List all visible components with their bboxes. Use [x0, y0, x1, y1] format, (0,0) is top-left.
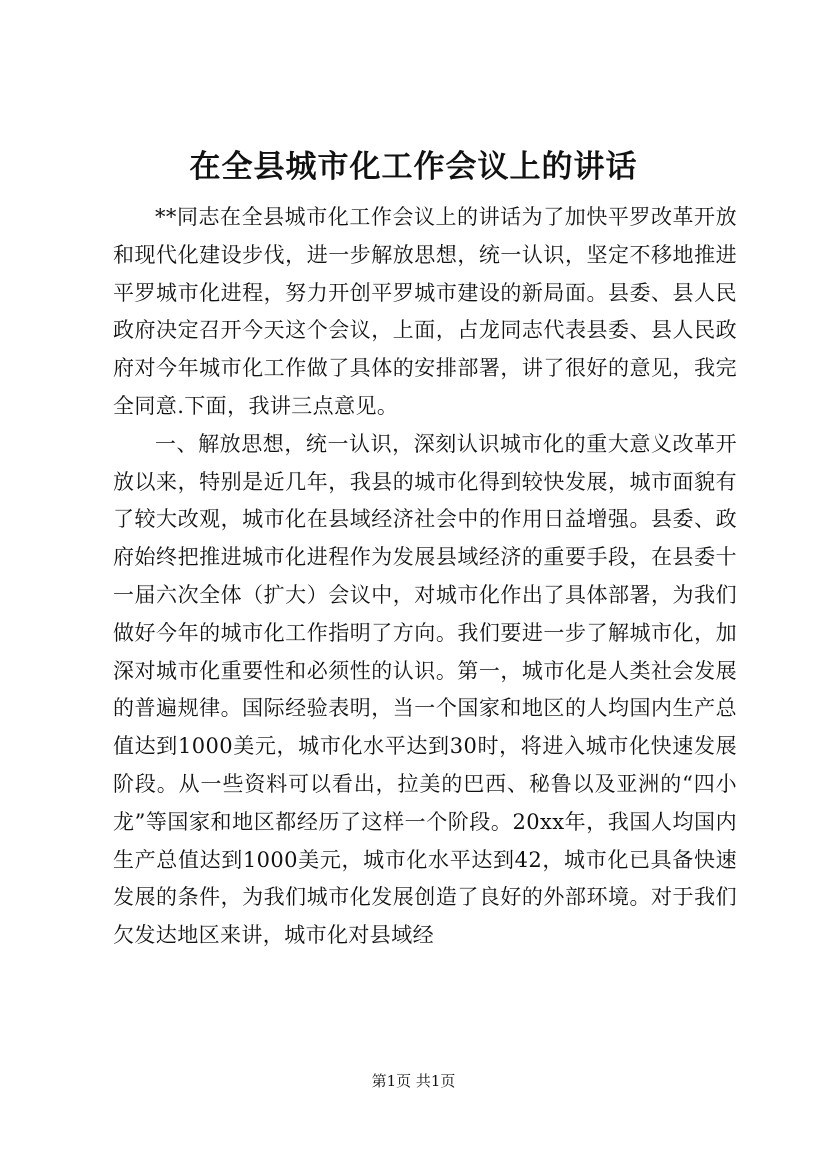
paragraph-intro: **同志在全县城市化工作会议上的讲话为了加快平罗改革开放和现代化建设步伐，进一步解放思想，统一认识，坚定不移地推进平罗城市化进程，努力开创平罗城市建设的新局面。县委、县人民政府决定召开今天这个会议，上面，占龙同志代表县委、县人民政府对今年城市化工作做了具体的安排部署，讲了很好的意见，我完全同意.下面，我讲三点意见。	[113, 205, 737, 418]
document-body	[113, 199, 737, 955]
document-title: 在全县城市化工作会议上的讲话	[189, 149, 638, 185]
page-footer: 第1页 共1页	[371, 1072, 456, 1090]
paragraph-section-one: 一、解放思想，统一认识，深刻认识城市化的重大意义改革开放以来，特别是近几年，我县的城市化得到较快发展，城市面貌有了较大改观，城市化在县域经济社会中的作用日益增强。县委、政府始终把推进城市化进程作为发展县域经济的重要手段，在县委十一届六次全体（扩大）会议中，对城市化作出了具体部署，为我们做好今年的城市化工作指明了方向。我们要进一步了解城市化，加深对城市化重要性和必须性的认识。第一，城市化是人类社会发展的普遍规律。国际经验表明，当一个国家和地区的人均国内生产总值达到1000美元，城市化水平达到30时，将进入城市化快速发展阶段。从一些资料可以看出，拉美的巴西、秘鲁以及亚洲的“四小龙”等国家和地区都经历了这样一个阶段。20xx年，我国人均国内生产总值达到1000美元，城市化水平达到42，城市化已具备快速发展的条件，为我们城市化发展创造了良好的外部环境。对于我们欠发达地区来讲，城市化对县域经	[113, 431, 737, 948]
